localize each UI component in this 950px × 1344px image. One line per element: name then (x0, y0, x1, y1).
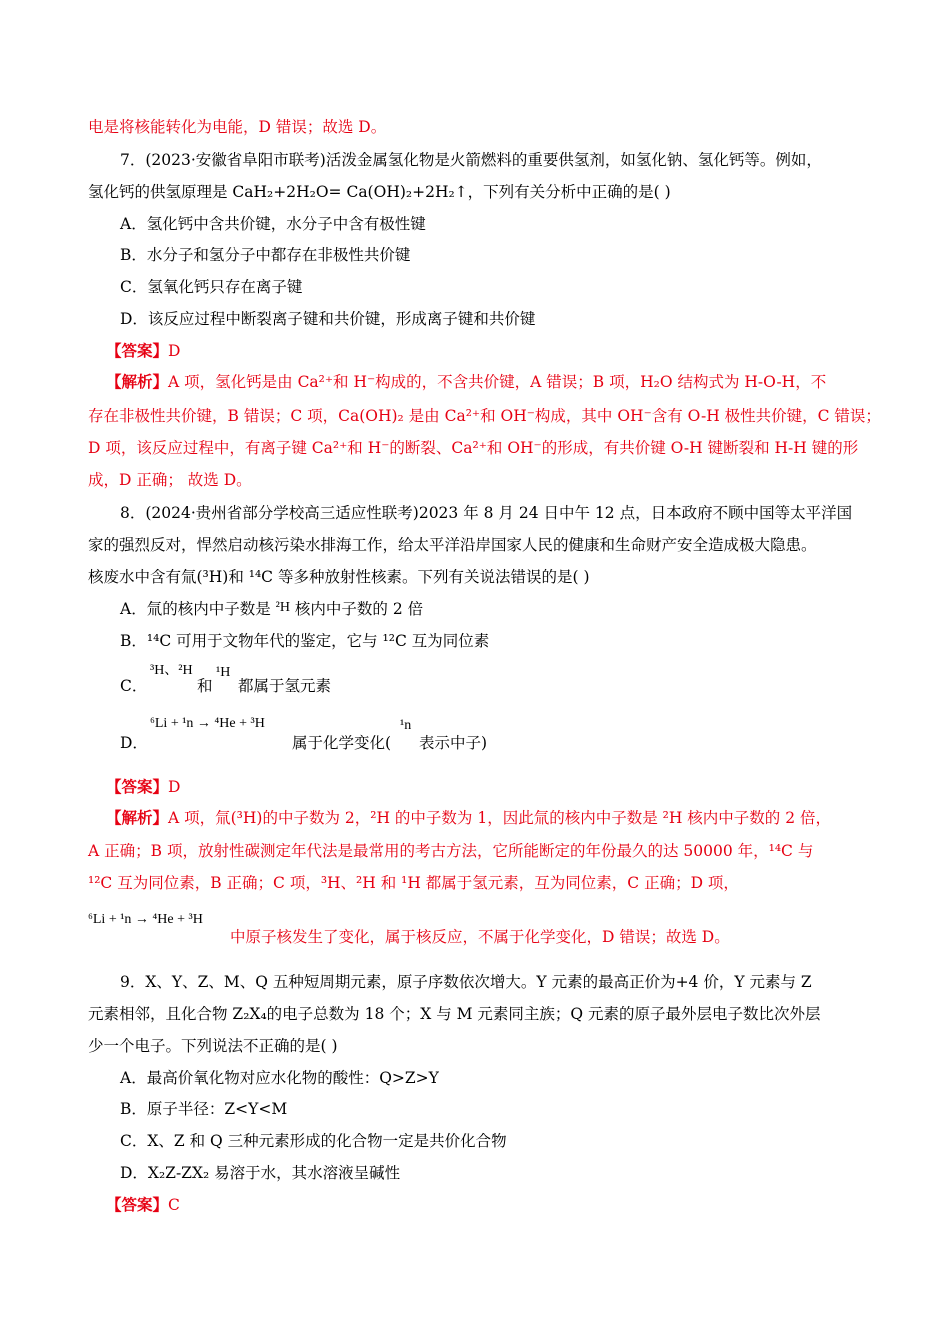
analysis-text: A 项，氢化钙是由 Ca²⁺和 H⁻构成的，不含共价键，A 错误；B 项，H₂O 结构式为 H-O-H，不 (168, 373, 827, 391)
q8-stem-line-1: 8．(2024·贵州省部分学校高三适应性联考)2023 年 8 月 24 日中午 12 点，日本政府不顾中国等太平洋国 (120, 504, 853, 522)
q7-option-c: C．氢氧化钙只存在离子键 (120, 278, 303, 296)
isotope-h1-formula: ¹H (216, 665, 231, 680)
answer-value: D (168, 778, 181, 796)
q9-option-d: D．X₂Z-ZX₂ 易溶于水，其水溶液呈碱性 (120, 1164, 401, 1182)
q7-analysis-line-4: 成，D 正确； 故选 D。 (88, 471, 252, 489)
q8-analysis-line-3: ¹²C 互为同位素，B 正确；C 项，³H、²H 和 ¹H 都属于氢元素，互为同位素，C 正确；D 项， (88, 874, 739, 892)
q8-analysis-line-4: 中原子核发生了变化，属于核反应，不属于化学变化，D 错误；故选 D。 (230, 928, 730, 946)
q7-analysis-line-2: 存在非极性共价键，B 错误；C 项，Ca(OH)₂ 是由 Ca²⁺和 OH⁻构成，其中 OH⁻含有 O-H 极性共价键，C 错误； (88, 407, 881, 425)
q9-stem-line-3: 少一个电子。下列说法不正确的是( ) (88, 1037, 338, 1055)
analysis-label: 【解析】 (106, 808, 169, 827)
continued-analysis-line: 电是将核能转化为电能，D 错误；故选 D。 (88, 118, 387, 136)
answer-label: 【答案】 (106, 341, 169, 360)
q8-stem-line-3: 核废水中含有氚(³H)和 ¹⁴C 等多种放射性核素。下列有关说法错误的是( ) (88, 568, 590, 586)
q9-stem-line-2: 元素相邻，且化合物 Z₂X₄的电子总数为 18 个；X 与 M 元素同主族；Q 元素的原子最外层电子数比次外层 (88, 1005, 821, 1023)
q7-analysis-line-3: D 项，该反应过程中，有离子键 Ca²⁺和 H⁻的断裂、Ca²⁺和 OH⁻的形成，有共价键 O-H 键断裂和 H-H 键的形 (88, 439, 859, 457)
q8-option-c-label: C． (120, 677, 148, 695)
q7-option-b: B．水分子和氢分子中都存在非极性共价键 (120, 246, 411, 264)
q7-answer (106, 339, 180, 363)
q8-option-c-and: 和 (197, 677, 213, 695)
q8-option-d-tail: 表示中子) (419, 734, 488, 752)
answer-label: 【答案】 (106, 1195, 169, 1214)
q7-option-a: A．氢化钙中含共价键，水分子中含有极性键 (120, 215, 426, 233)
answer-label: 【答案】 (106, 777, 169, 796)
q8-stem-line-2: 家的强烈反对，悍然启动核污染水排海工作，给太平洋沿岸国家人民的健康和生命财产安全造成极大隐患。 (88, 536, 817, 554)
nuclear-reaction-formula: ⁶Li + ¹n → ⁴He + ³H (150, 716, 265, 731)
q9-answer (106, 1193, 180, 1217)
q8-option-d-label: D． (120, 734, 148, 752)
q8-answer (106, 775, 180, 799)
option-a-text-1: A．氚的核内中子数是 (120, 600, 271, 618)
q8-option-c-tail: 都属于氢元素 (238, 677, 332, 695)
analysis-text: A 项，氚(³H)的中子数为 2，²H 的中子数为 1，因此氚的核内中子数是 ²H 核内中子数的 2 倍， (168, 809, 831, 827)
neutron-formula: ¹n (400, 718, 412, 733)
option-a-text-2: 核内中子数的 2 倍 (294, 600, 424, 618)
analysis-reaction-formula: ⁶Li + ¹n → ⁴He + ³H (88, 912, 203, 927)
answer-value: D (168, 342, 181, 360)
q8-analysis-line-1 (106, 806, 831, 830)
q7-analysis-line-1 (106, 370, 826, 394)
answer-value: C (168, 1196, 180, 1214)
q7-option-d: D．该反应过程中断裂离子键和共价键，形成离子键和共价键 (120, 310, 536, 328)
q8-option-a (120, 597, 423, 623)
q8-option-d-mid: 属于化学变化( (292, 734, 392, 752)
isotope-h2-formula: ²H (275, 600, 290, 615)
q9-stem-line-1: 9．X、Y、Z、M、Q 五种短周期元素，原子序数依次增大。Y 元素的最高正价为+4 价，Y 元素与 Z (120, 973, 812, 991)
q8-option-b: B．¹⁴C 可用于文物年代的鉴定，它与 ¹²C 互为同位素 (120, 632, 490, 650)
q8-analysis-line-2: A 正确；B 项，放射性碳测定年代法是最常用的考古方法，它所能断定的年份最久的达 50000 年，¹⁴C 与 (88, 842, 814, 860)
analysis-label: 【解析】 (106, 372, 169, 391)
q7-stem-line-2: 氢化钙的供氢原理是 CaH₂+2H₂O= Ca(OH)₂+2H₂↑，下列有关分析中正确的是( ) (88, 183, 671, 201)
isotope-h3-h2-formula: ³H、²H (150, 663, 193, 678)
q9-option-c: C．X、Z 和 Q 三种元素形成的化合物一定是共价化合物 (120, 1132, 507, 1150)
q9-option-b: B．原子半径：Z<Y<M (120, 1100, 288, 1118)
q9-option-a: A．最高价氧化物对应水化物的酸性：Q>Z>Y (120, 1069, 439, 1087)
q7-stem-line-1: 7．(2023·安徽省阜阳市联考)活泼金属氢化物是火箭燃料的重要供氢剂，如氢化钠、氢化钙等。例如， (120, 151, 822, 169)
